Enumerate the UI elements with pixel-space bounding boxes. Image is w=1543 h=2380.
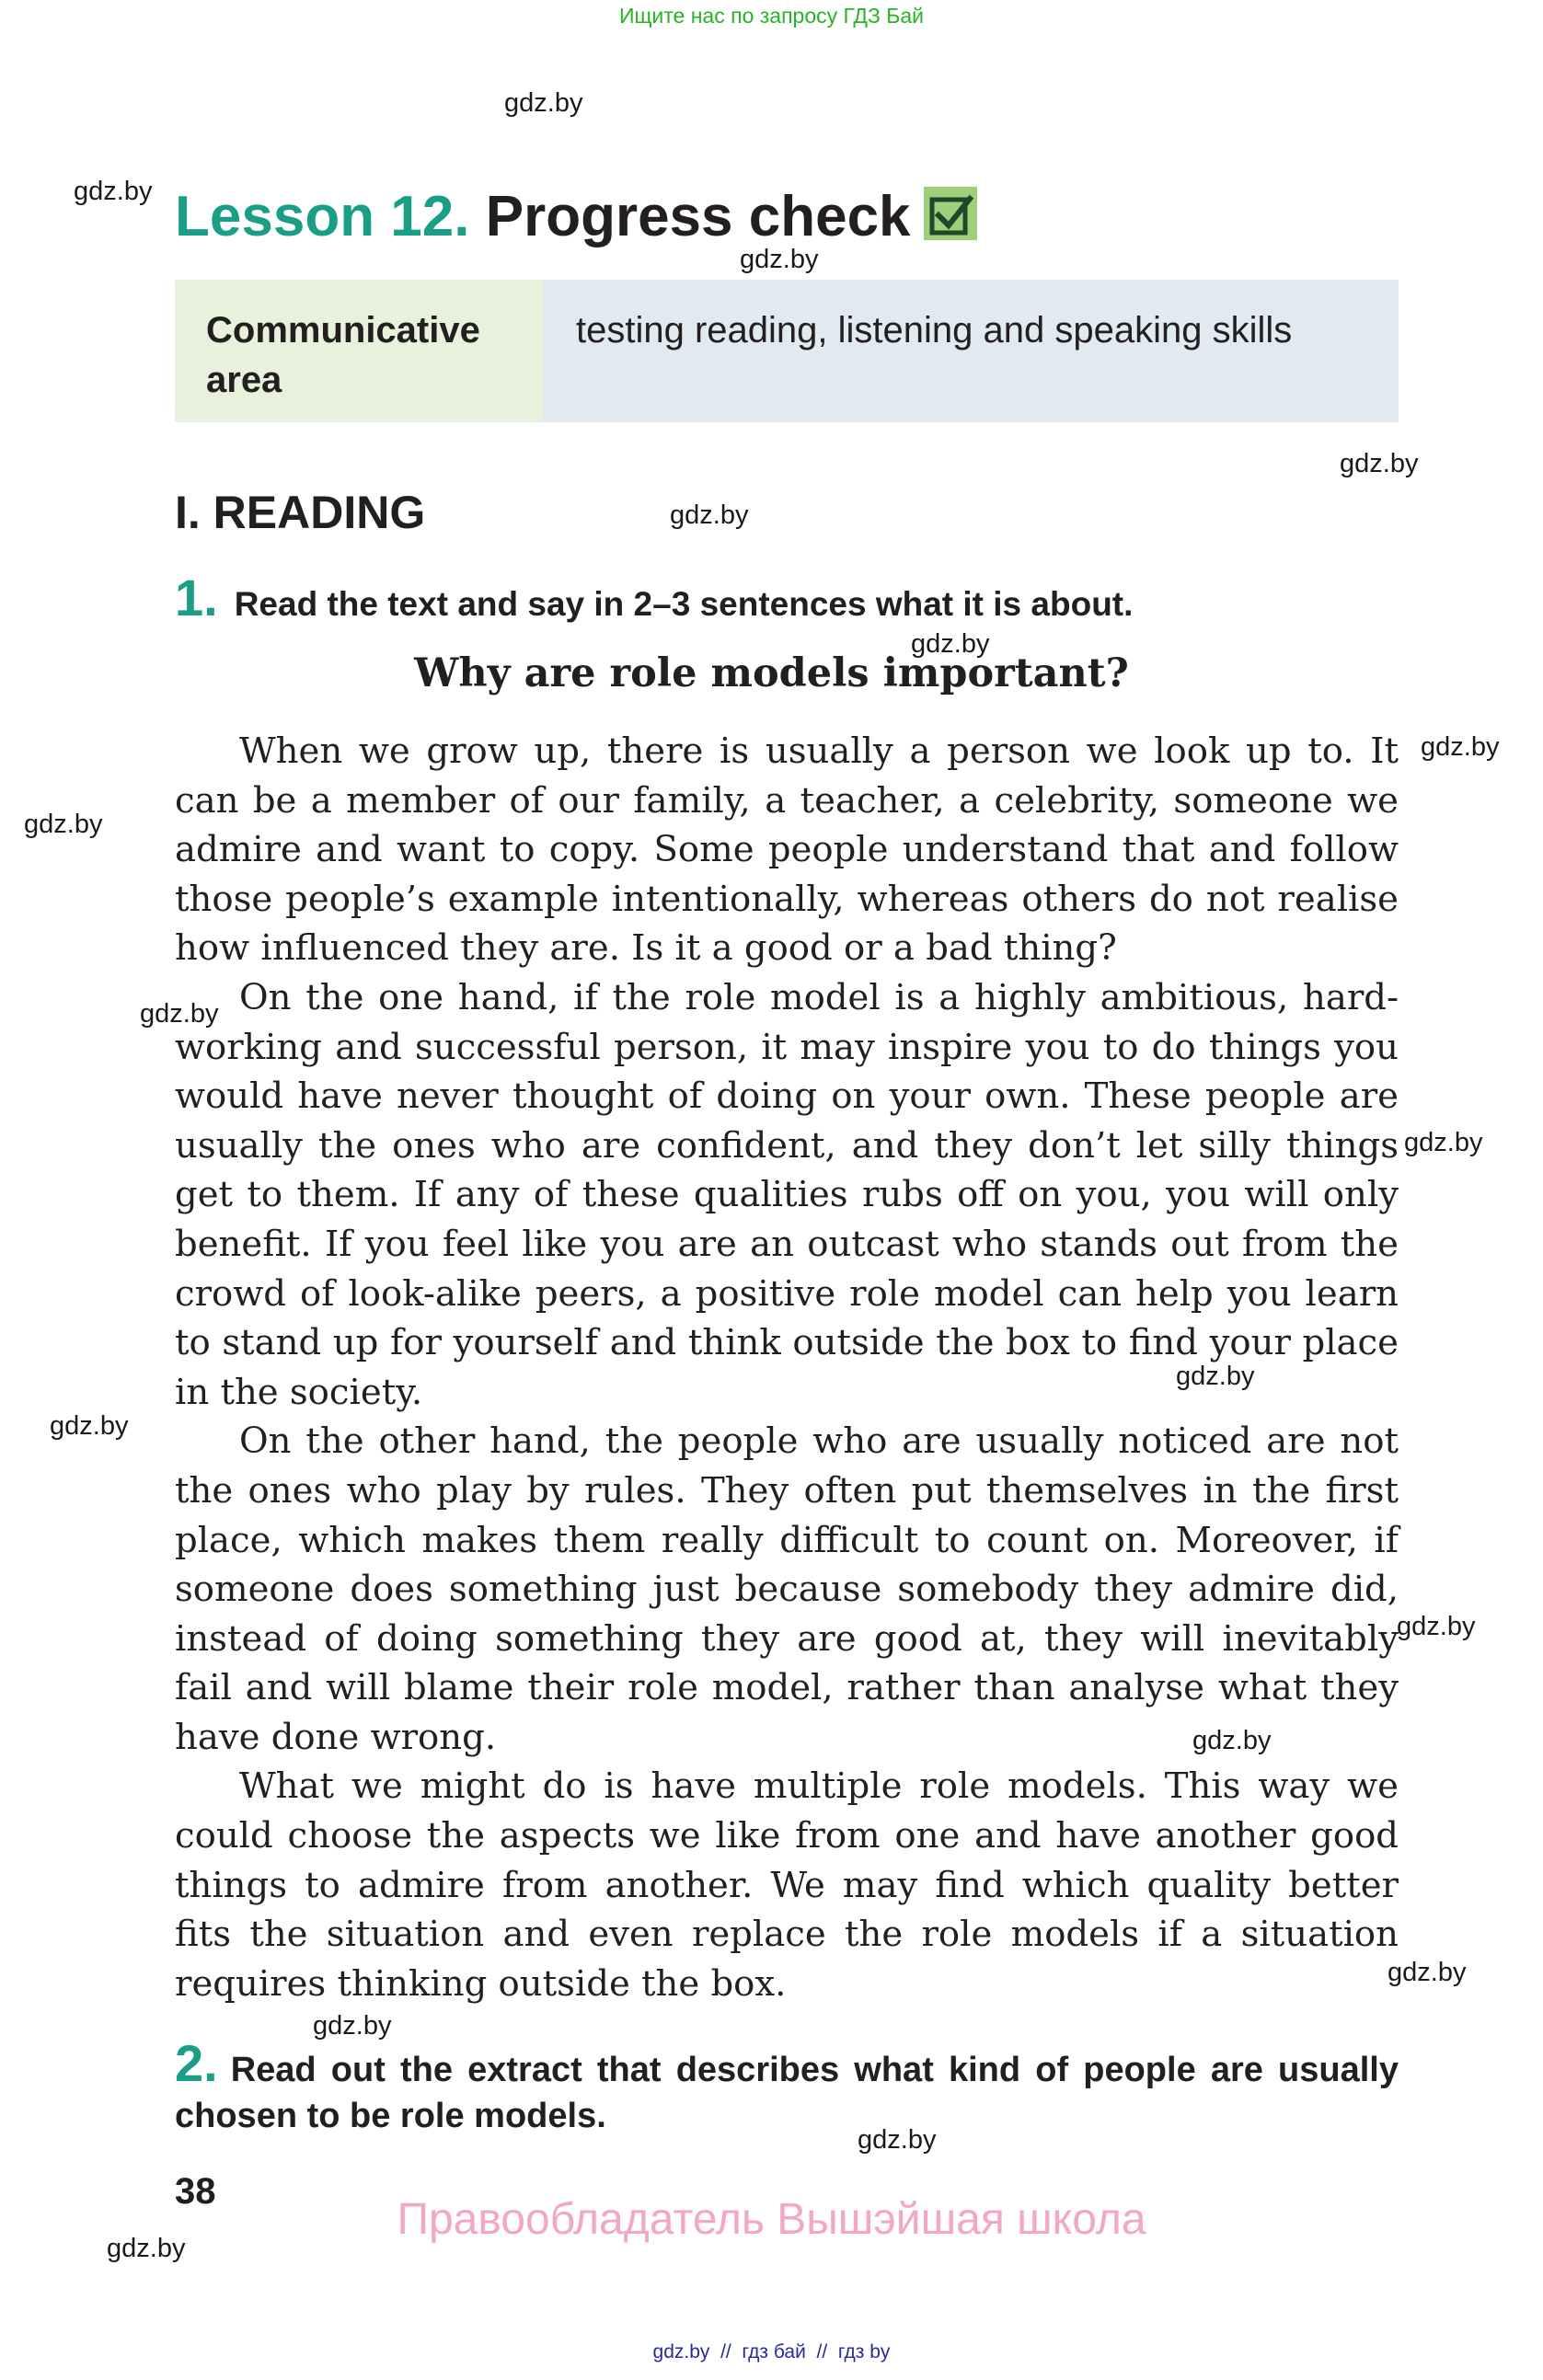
watermark: gdz.by xyxy=(1340,449,1419,478)
reading-text xyxy=(175,727,1399,2008)
footer-links[interactable]: gdz.by // гдз бай // гдз by xyxy=(652,2341,891,2363)
top-note: Ищите нас по запросу ГДЗ Бай xyxy=(618,4,925,28)
task-number: 2. xyxy=(175,2034,218,2092)
task-instruction: Read the text and say in 2–3 sentences what it is about. xyxy=(234,585,1134,623)
watermark: gdz.by xyxy=(504,88,583,118)
watermark: gdz.by xyxy=(1176,1362,1255,1391)
watermark: gdz.by xyxy=(24,810,103,839)
communicative-area-label: Communicative area xyxy=(175,280,543,422)
watermark: gdz.by xyxy=(858,2125,937,2155)
watermark: gdz.by xyxy=(313,2011,392,2041)
watermark: gdz.by xyxy=(670,500,749,530)
task-instruction: Read out the extract that describes what kind of people are usually chosen to be role models. xyxy=(175,2051,1399,2135)
watermark: gdz.by xyxy=(140,999,219,1029)
watermark: gdz.by xyxy=(74,177,153,206)
paragraph: When we grow up, there is usually a person we look up to. It can be a member of our family, a teacher, a celebrity, someone we admire and want to copy. Some people understand that and follow those people’s example intentionally, whereas others do not realise how influenced they are. Is it a good or a bad thing? xyxy=(175,730,1399,970)
task-1 xyxy=(175,568,1133,627)
watermark: gdz.by xyxy=(1192,1726,1272,1755)
watermark: gdz.by xyxy=(1388,1958,1467,1987)
watermark: gdz.by xyxy=(1404,1128,1483,1157)
task-number: 1. xyxy=(175,569,218,627)
lesson-title xyxy=(175,179,977,255)
paragraph: What we might do is have multiple role models. This way we could choose the aspects we like from one and have another good things to admire from another. We may find which quality better fits the situation and even replace the role models if a situation requires thinking outside the box. xyxy=(175,1765,1399,2005)
text-title: Why are role models important? xyxy=(414,650,1129,696)
lesson-name: Progress check xyxy=(485,185,911,248)
paragraph: On the other hand, the people who are usually noticed are not the ones who play by rules. They often put themselves in the first place, which makes them really difficult to count on. Moreover, if someone does something just because somebody they admire did, instead of doing something they are good at, they will inevitably fail and will blame their role model, rather than analyse what they have done wrong. xyxy=(175,1420,1399,1758)
watermark: gdz.by xyxy=(740,245,819,274)
lesson-number: Lesson 12. xyxy=(175,185,470,248)
watermark: gdz.by xyxy=(1421,732,1500,762)
watermark: gdz.by xyxy=(1397,1612,1476,1641)
watermark: gdz.by xyxy=(50,1411,129,1441)
checkbox-check-icon xyxy=(924,187,977,240)
copyright-notice: Правообладатель Вышэйшая школа xyxy=(397,2195,1146,2244)
page-number: 38 xyxy=(175,2171,216,2212)
section-heading: I. READING xyxy=(175,487,426,538)
task-2 xyxy=(175,2034,1399,2139)
paragraph: On the one hand, if the role model is a highly ambitious, hard-working and successful person, it may inspire you to do things you would have never thought of doing on your own. These people are usually the ones who are confident, and they don’t let silly things get to them. If any of these qualities rubs off on you, you will only benefit. If you feel like you are an outcast who stands out from the crowd of look-alike peers, a positive role model can help you learn to stand up for yourself and think outside the box to find your place in the society. xyxy=(175,976,1399,1413)
watermark: gdz.by xyxy=(107,2234,186,2263)
watermark: gdz.by xyxy=(911,629,990,659)
communicative-area-value: testing reading, listening and speaking skills xyxy=(543,280,1399,422)
